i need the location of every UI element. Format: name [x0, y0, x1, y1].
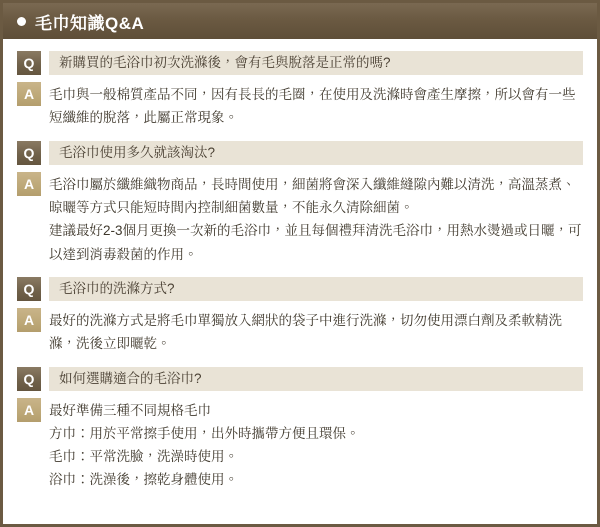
question-row [17, 51, 583, 75]
answer-badge: A [17, 398, 41, 422]
question-text: 新購買的毛浴巾初次洗滌後，會有毛與脫落是正常的嗎? [49, 51, 583, 75]
answer-body [49, 308, 583, 355]
question-row [17, 367, 583, 391]
question-row [17, 277, 583, 301]
answer-body [49, 398, 583, 492]
qa-item [17, 141, 583, 266]
answer-line: 毛巾與一般棉質產品不同，因有長長的毛圈，在使用及洗滌時會產生摩擦，所以會有一些短纖維的脫落，此屬正常現象。 [49, 87, 576, 126]
question-badge: Q [17, 367, 41, 391]
bullet-dot-icon [17, 17, 26, 26]
question-text: 毛浴巾使用多久就該淘汰? [49, 141, 583, 165]
answer-line: 建議最好2-3個月更換一次新的毛浴巾，並且每個禮拜清洗毛浴巾，用熱水燙過或日曬，可以達到消毒殺菌的作用。 [49, 223, 582, 262]
answer-body [49, 82, 583, 129]
qa-item [17, 277, 583, 356]
page-title: 毛巾知識Q&A [35, 13, 145, 33]
answer-row [17, 398, 583, 492]
qa-content [3, 39, 597, 509]
question-text: 毛浴巾的洗滌方式? [49, 277, 583, 301]
answer-row [17, 172, 583, 266]
page-header [3, 3, 597, 39]
answer-line: 最好的洗滌方式是將毛巾單獨放入網狀的袋子中進行洗滌，切勿使用漂白劑及柔軟精洗滌，洗後立即曬乾。 [49, 313, 562, 352]
question-badge: Q [17, 141, 41, 165]
answer-row [17, 82, 583, 129]
answer-badge: A [17, 308, 41, 332]
answer-badge: A [17, 82, 41, 106]
qa-item [17, 367, 583, 492]
answer-line: 浴巾：洗澡後，擦乾身體使用。 [49, 472, 238, 488]
question-badge: Q [17, 277, 41, 301]
answer-line: 毛浴巾屬於纖維織物商品，長時間使用，細菌將會深入纖維縫隙內難以清洗，高溫蒸煮、晾曬等方式只能短時間內控制細菌數量，不能永久清除細菌。 [49, 176, 576, 216]
question-badge: Q [17, 51, 41, 75]
answer-line: 毛巾：平常洗臉，洗澡時使用。 [49, 449, 238, 465]
question-row [17, 141, 583, 165]
answer-line: 最好準備三種不同規格毛巾 [49, 402, 211, 418]
answer-body [49, 172, 583, 266]
qa-item [17, 51, 583, 130]
answer-row [17, 308, 583, 355]
answer-line: 方巾：用於平常擦手使用，出外時攜帶方便且環保。 [49, 425, 360, 441]
question-text: 如何選購適合的毛浴巾? [49, 367, 583, 391]
answer-badge: A [17, 172, 41, 196]
